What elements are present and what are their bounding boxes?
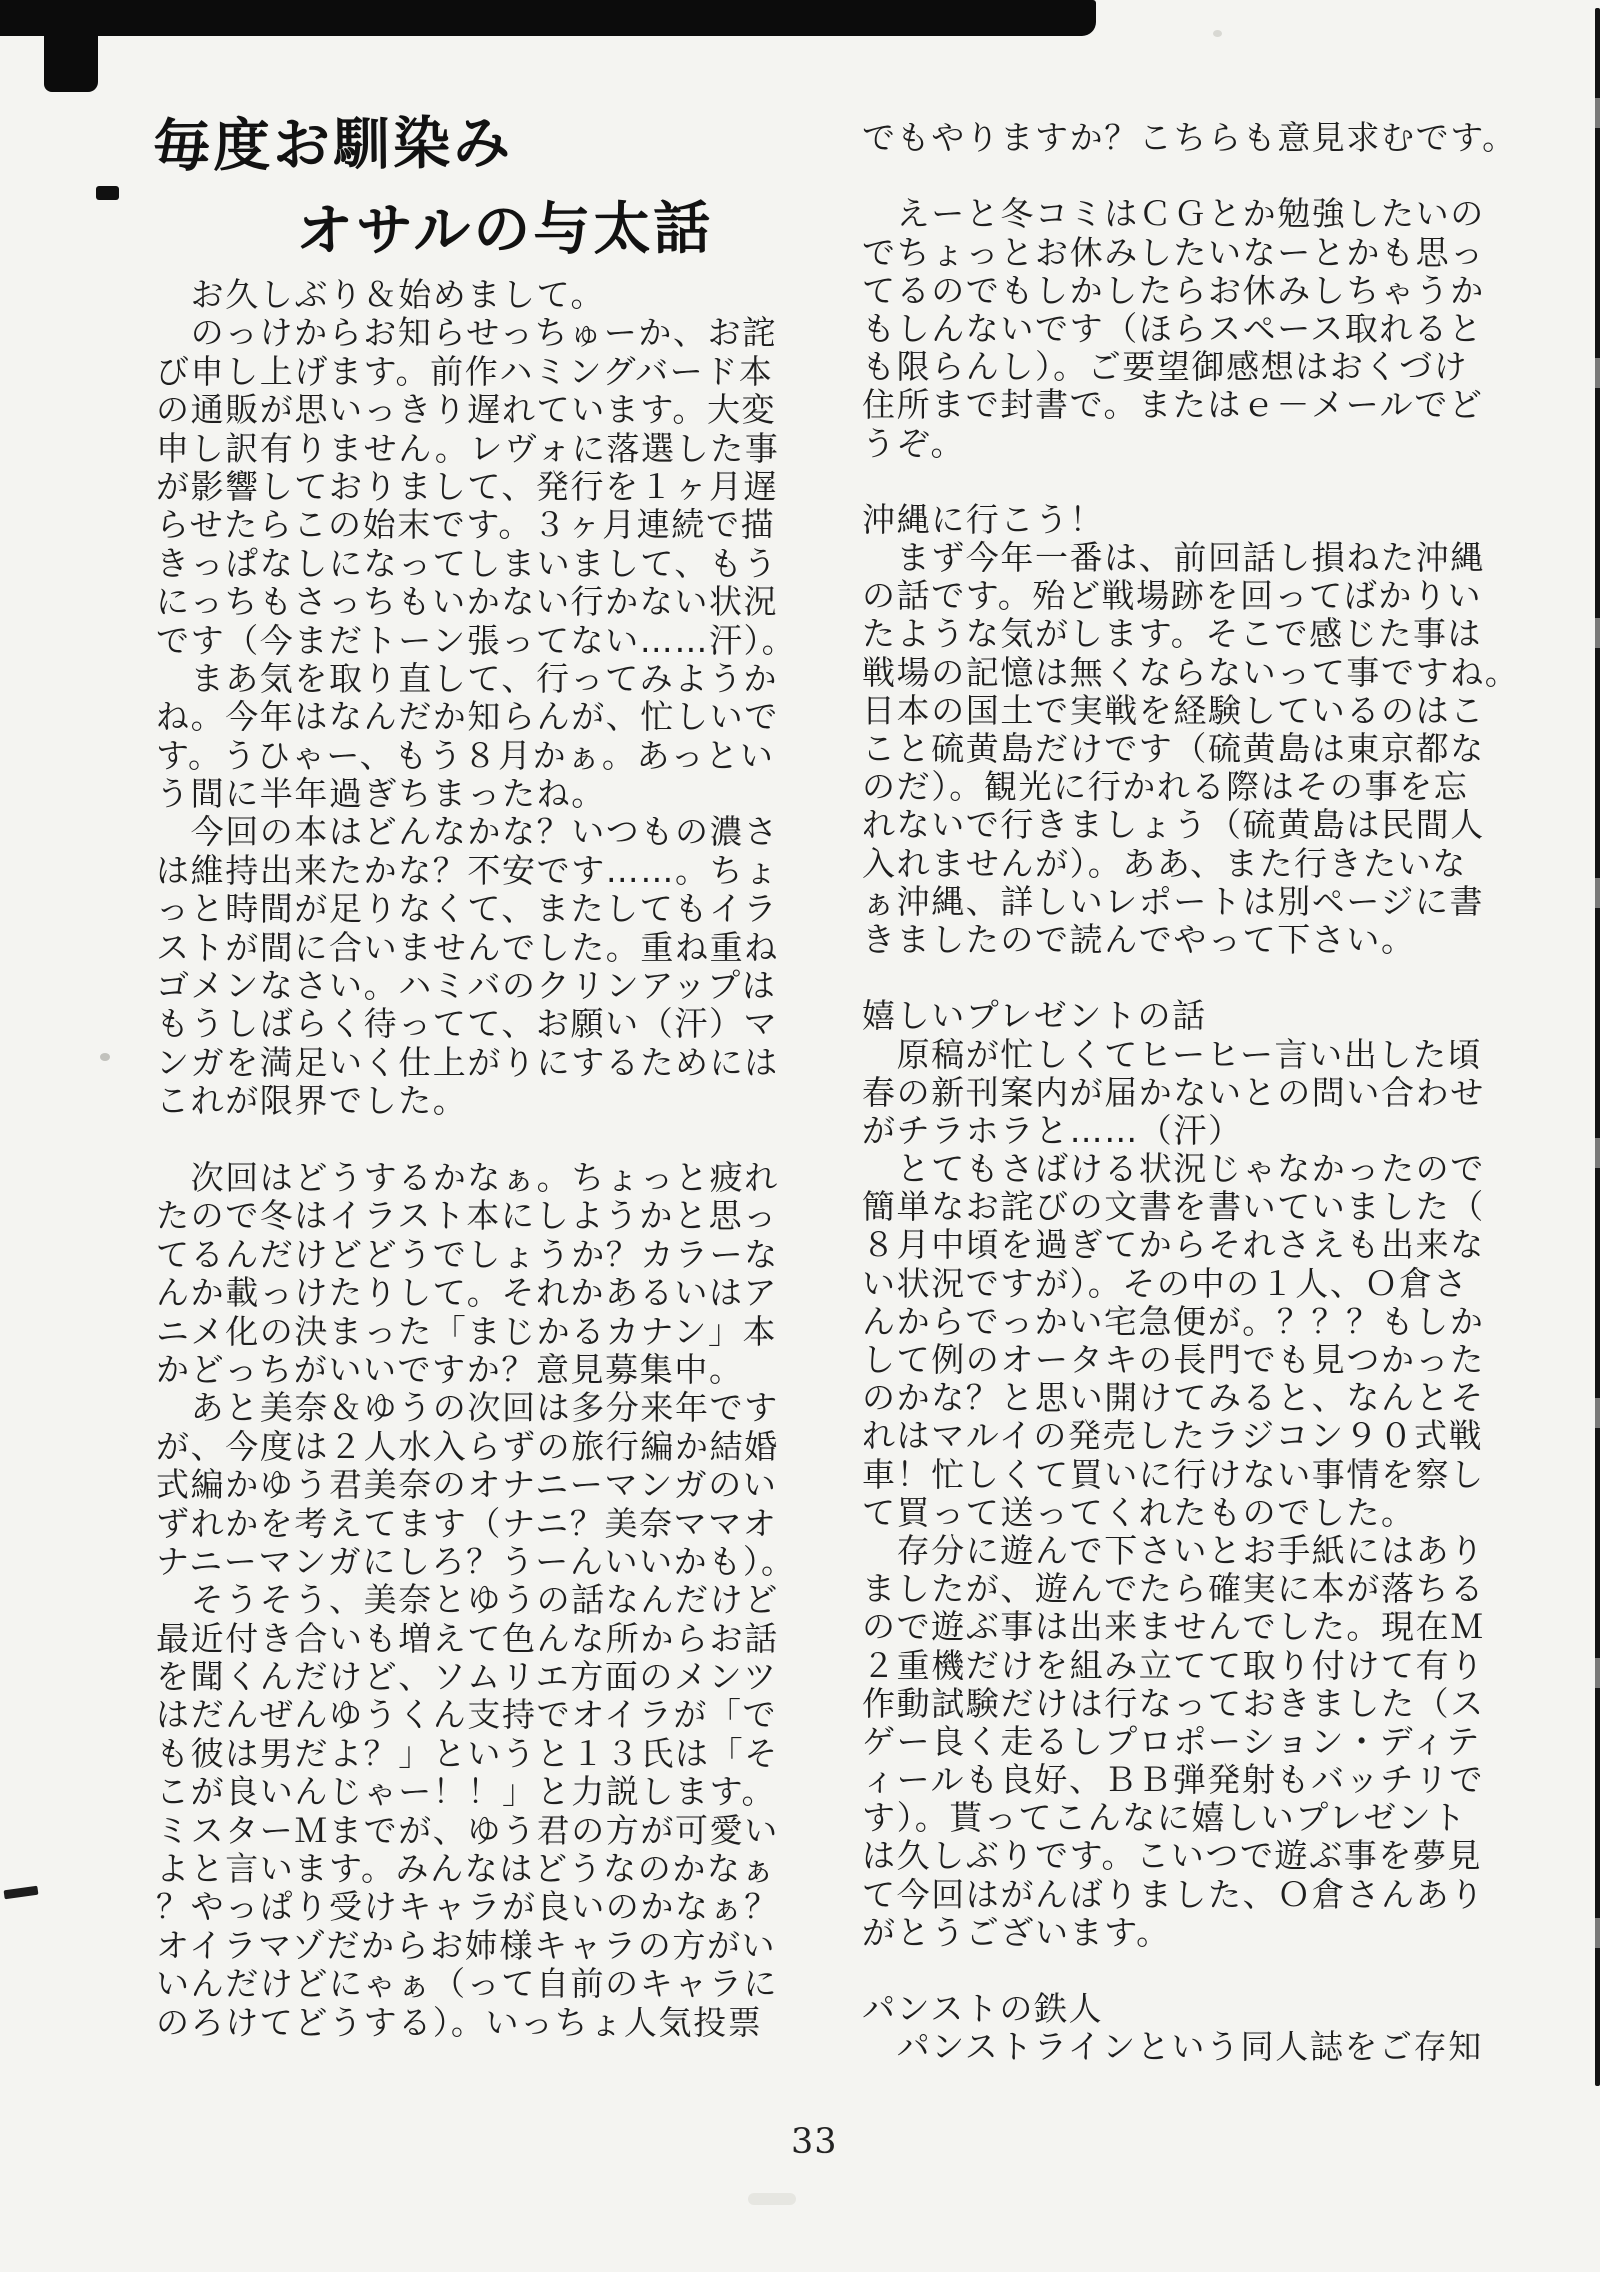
text-line: 最近付き合いも増えて色んな所からお話 — [156, 1618, 779, 1658]
text-line: 申し訳有りません。レヴォに落選した事 — [156, 428, 780, 468]
text-line: パンストの鉄人 — [862, 1989, 1104, 2029]
text-line: ずれかを考えてます（ナニ？美奈ママオ — [156, 1503, 778, 1543]
text-line: 嬉しいプレゼントの話 — [862, 996, 1207, 1036]
text-line: す）。貰ってこんなに嬉しいプレゼント — [862, 1798, 1467, 1838]
text-line: も彼は男だよ？」というと１３氏は「そ — [156, 1733, 779, 1773]
text-line: もうしばらく待ってて、お願い（汗）マ — [156, 1004, 779, 1044]
text-line: 日本の国土で実戦を経験しているのはこ — [862, 690, 1485, 730]
text-line: う間に半年過ぎちまったね。 — [156, 774, 606, 814]
text-line: を聞くんだけど、ソムリエ方面のメンツ — [156, 1657, 778, 1697]
text-line: ので遊ぶ事は出来ませんでした。現在Ｍ — [862, 1607, 1485, 1647]
text-line: のかな？と思い開けてみると、なんとそ — [862, 1378, 1485, 1418]
text-line: して例のオータキの長門でも見つかった — [862, 1340, 1485, 1379]
text-line — [862, 463, 1522, 501]
text-line: ゴメンなさい。ハミバのクリンアップは — [156, 966, 777, 1006]
text-line: えーと冬コミはＣＧとか勉強したいの — [862, 194, 1485, 234]
scan-artifact-speck — [100, 1053, 110, 1061]
text-line: が影響しておりまして、発行を１ヶ月遅 — [156, 466, 779, 506]
scan-artifact-right-edge-strip — [1595, 8, 1600, 2086]
text-line: 存分に遊んで下さいとお手紙にはあり — [862, 1530, 1485, 1570]
text-line: こが良いんじゃー！！」と力説します。 — [156, 1772, 777, 1812]
text-line: び申し上げます。前作ハミングバード本 — [156, 351, 774, 391]
scan-artifact-left-blob — [96, 186, 119, 200]
text-line: は久しぶりです。こいつで遊ぶ事を夢見 — [862, 1836, 1483, 1876]
page-number: 33 — [791, 2122, 838, 2162]
text-line: て買って送ってくれたものでした。 — [862, 1492, 1416, 1532]
text-line: 沖縄に行こう！ — [862, 499, 1105, 539]
text-line: は維持出来たかな？不安です……。ちょ — [156, 850, 779, 890]
text-line: も限らんし）。ご要望御感想はおくづけ — [862, 347, 1469, 387]
text-line: でちょっとお休みしたいなーとかも思っ — [862, 232, 1485, 272]
left-text-column — [156, 276, 816, 2042]
text-line: かどっちがいいですか？意見募集中。 — [156, 1349, 744, 1389]
text-line: ぁ沖縄、詳しいレポートは別ページに書 — [862, 881, 1485, 921]
text-line: 次回はどうするかなぁ。ちょっと疲れ — [156, 1157, 779, 1197]
text-line: ナニーマンガにしろ？うーんいいかも）。 — [156, 1541, 796, 1581]
text-line: のっけからお知らせっちゅーか、お詫 — [156, 313, 777, 353]
text-line: っと時間が足りなくて、またしてもイラ — [156, 889, 779, 929]
text-line: ね。今年はなんだか知らんが、忙しいで — [156, 697, 779, 737]
text-line: んか載っけたりして。それかあるいはア — [156, 1273, 779, 1313]
text-line: ８月中頃を過ぎてからそれさえも出来な — [862, 1225, 1485, 1265]
scan-artifact-top-bar-bump — [44, 0, 98, 92]
text-line: の話です。殆ど戦場跡を回ってばかりい — [862, 576, 1483, 616]
text-line: きましたので読んでやって下さい。 — [862, 919, 1416, 959]
text-line: うぞ。 — [862, 423, 966, 463]
text-line: はだんぜんゆうくん支持でオイラが「で — [156, 1695, 778, 1735]
text-line: お久しぶり＆始めまして。 — [156, 275, 606, 314]
page-title-line-1: 毎度お馴染み — [152, 110, 514, 180]
text-line: 式編かゆう君美奈のオナニーマンガのい — [156, 1465, 778, 1505]
text-line: あと美奈＆ゆうの次回は多分来年です — [156, 1388, 779, 1428]
text-line: れないで行きましょう（硫黄島は民間人 — [862, 805, 1485, 845]
text-line: これが限界でした。 — [156, 1081, 468, 1121]
text-line: 入れませんが）。ああ、また行きたいな — [862, 843, 1467, 883]
text-line: れはマルイの発売したラジコン９０式戦 — [862, 1416, 1484, 1456]
text-line: が、今度は２人水入らずの旅行編か結婚 — [156, 1426, 779, 1466]
text-line: て今回はがんばりました、Ｏ倉さんあり — [862, 1874, 1485, 1914]
text-line: がとうございます。 — [862, 1912, 1171, 1952]
text-line: たような気がします。そこで感じた事は — [862, 614, 1483, 654]
text-line: ンガを満足いく仕上がりにするためには — [156, 1042, 779, 1082]
text-line: 原稿が忙しくてヒーヒー言い出した頃 — [862, 1034, 1483, 1074]
text-line: 戦場の記憶は無くならないって事ですね。 — [862, 652, 1520, 692]
text-line: てるんだけどどうでしょうか？カラーな — [156, 1234, 779, 1274]
text-line: ゲー良く走るしプロポーション・ディテ — [862, 1721, 1481, 1761]
text-line: ミスターＭまでが、ゆう君の方が可愛い — [156, 1810, 779, 1850]
scan-artifact-top-bar — [0, 0, 1096, 36]
text-line: らせたらこの始末です。３ヶ月連続で描 — [156, 505, 776, 545]
text-line: ィールも良好、ＢＢ弾発射もバッチリで — [862, 1760, 1485, 1800]
text-line — [862, 1952, 1522, 1990]
text-line: まず今年一番は、前回話し損ねた沖縄 — [862, 538, 1485, 578]
text-line: 車！忙しくて買いに行けない事情を察し — [862, 1454, 1485, 1494]
scan-artifact-smudge — [748, 2193, 796, 2205]
text-line: の通販が思いっきり遅れています。大変 — [156, 390, 777, 430]
text-line: パンストラインという同人誌をご存知 — [862, 2027, 1483, 2067]
text-line: まあ気を取り直して、行ってみようか — [156, 658, 779, 698]
text-line: てるのでもしかしたらお休みしちゃうか — [862, 270, 1485, 310]
text-line — [862, 157, 1522, 195]
text-line: です（今まだトーン張ってない……汗）。 — [156, 620, 797, 660]
scan-artifact-bottom-left-dash — [4, 1886, 39, 1900]
text-line: がチラホラと……（汗） — [862, 1110, 1243, 1150]
text-line: ２重機だけを組み立てて取り付けて有り — [862, 1645, 1485, 1685]
text-line — [862, 959, 1522, 997]
text-line: にっちもさっちもいかない行かない状況 — [156, 582, 779, 622]
text-line: そうそう、美奈とゆうの話なんだけど — [156, 1580, 779, 1620]
text-line: 簡単なお詫びの文書を書いていました（ — [862, 1187, 1485, 1227]
text-line: のだ）。観光に行かれる際はその事を忘 — [862, 767, 1469, 807]
text-line — [156, 1121, 816, 1159]
text-line: 今回の本はどんなかな？いつもの濃さ — [156, 812, 779, 852]
text-line: い状況ですが）。その中の１人、Ｏ倉さ — [862, 1263, 1469, 1303]
text-line: いんだけどにゃぁ（って自前のキャラに — [156, 1964, 779, 2004]
text-line: よと言います。みんなはどうなのかなぁ — [156, 1849, 777, 1889]
text-line: ましたが、遊んでたら確実に本が落ちる — [862, 1569, 1485, 1609]
text-line: のろけてどうする）。いっちょ人気投票 — [156, 2002, 763, 2042]
text-line: オイラマゾだからお姉様キャラの方がい — [156, 1925, 777, 1965]
text-line: 春の新刊案内が届かないとの問い合わせ — [862, 1072, 1485, 1112]
page-title-line-2: オサルの与太話 — [295, 195, 714, 265]
text-line: す。うひゃー、もう８月かぁ。あっとい — [156, 735, 775, 775]
text-line: 住所まで封書で。またはｅ－メールでど — [862, 385, 1484, 425]
text-line: もしんないです（ほらスペース取れると — [862, 308, 1484, 348]
text-line: こと硫黄島だけです（硫黄島は東京都な — [862, 729, 1485, 768]
right-text-column — [862, 119, 1522, 2067]
text-line: 作動試験だけは行なっておきました（ス — [862, 1683, 1485, 1723]
text-line: たので冬はイラスト本にしようかと思っ — [156, 1196, 778, 1236]
text-line: とてもさばける状況じゃなかったので — [862, 1149, 1485, 1189]
text-line: きっぱなしになってしまいまして、もう — [156, 543, 779, 583]
text-line: ？やっぱり受けキャラが良いのかなぁ？ — [156, 1887, 779, 1927]
scan-artifact-speck — [1213, 30, 1222, 37]
text-line: でもやりますか？こちらも意見求むです。 — [862, 118, 1517, 157]
text-line: ニメ化の決まった「まじかるカナン」本 — [156, 1311, 778, 1351]
text-line: んからでっかい宅急便が。？？？もしか — [862, 1301, 1485, 1341]
text-line: ストが間に合いませんでした。重ね重ね — [156, 927, 779, 967]
